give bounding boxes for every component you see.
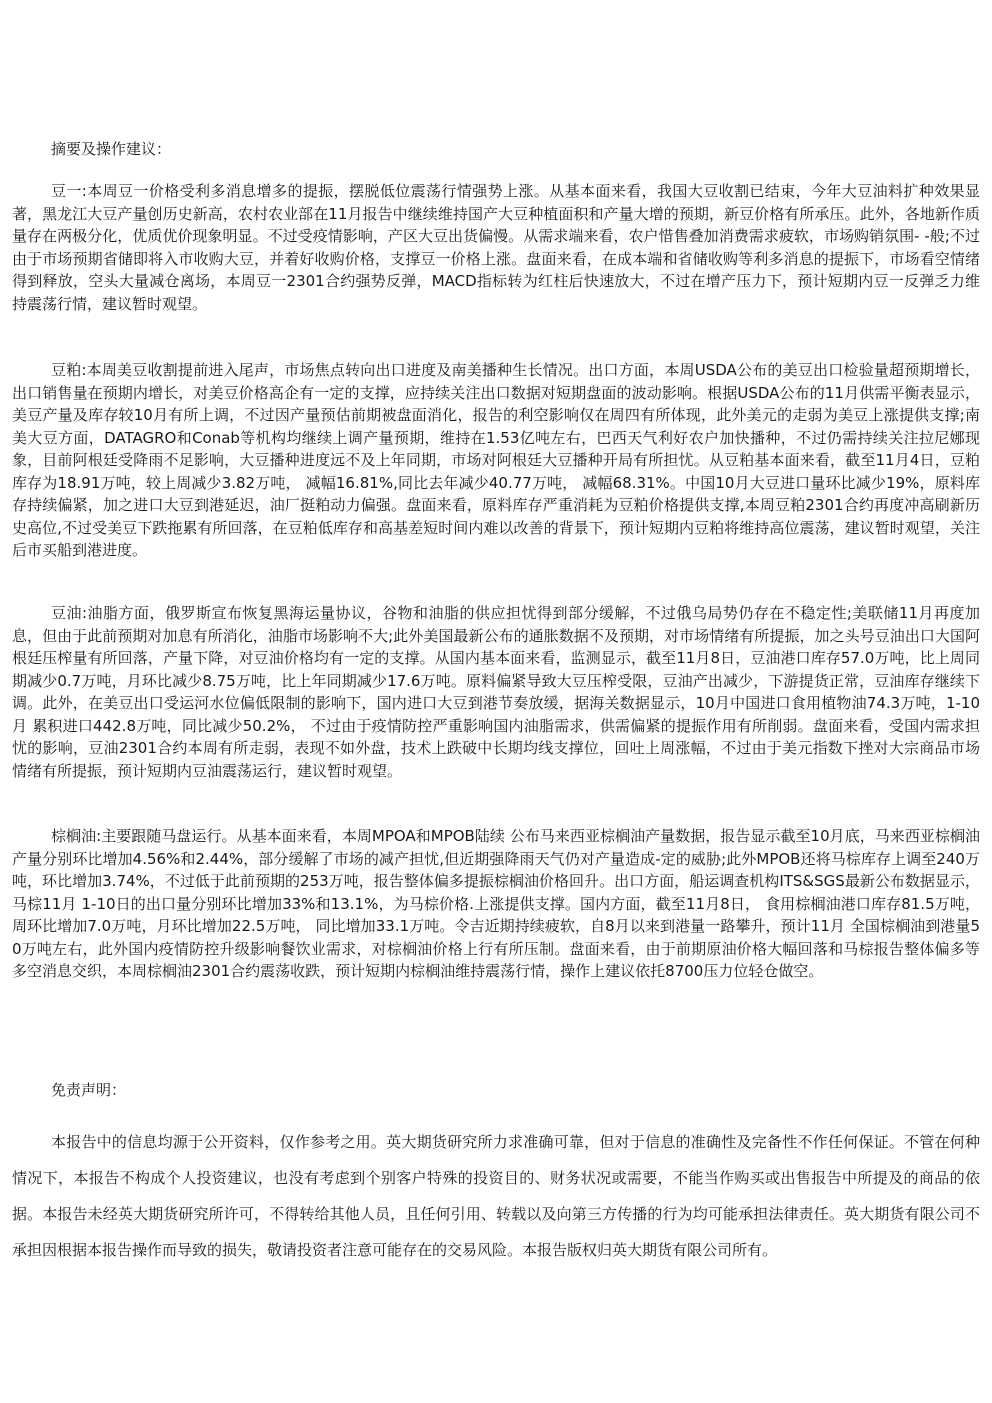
soybean-meal-paragraph: 豆粕:本周美豆收割提前进入尾声，市场焦点转向出口进度及南美播种生长情况。出口方面，本周USDA公布的美豆出口检验量超预期增长，出口销售量在预期内增长，对美豆价格高企有一定的支撑，应持续关注出口数据对短期盘面的波动影响。根据USDA公布的11月供需平衡表显示，美豆产量及库存较10月有所上调，不过因产量预估前期被盘面消化，报告的利空影响仅在周四有所体现，此外美元的走弱为美豆上涨提供支撑;南美大豆方面，DATAGRO和Conab等机构均继续上调产量预期，维持在1.53亿吨左右，巴西天气利好农户加快播种，不过仍需持续关注拉尼娜现象，目前阿根廷受降雨不足影响，大豆播种进度远不及上年同期，市场对阿根廷大豆播种开局有所担忧。从豆粕基本面来看，截至11月4日，豆粕库存为18.91万吨，较上周减少3.82万吨， 减幅16.81%,同比去年减少40.77万吨， 减幅68.31%。中国10月大豆进口量环比减少19%，原料库存持续偏紧，加之进口大豆到港延迟，油厂挺粕动力偏强。盘面来看，原料库存严重消耗为豆粕价格提供支撑,本周豆粕2301合约再度冲高刷新历史高位,不过受美豆下跌拖累有所回落，在豆粕低库存和高基差短时间内难以改善的背景下，预计短期内豆粕将维持高位震荡，建议暂时观望，关注后市买船到港进度。 [12, 361, 980, 559]
summary-heading: 摘要及操作建议： [51, 140, 172, 158]
disclaimer-text: 本报告中的信息均源于公开资料，仅作参考之用。英大期货研究所力求准确可靠，但对于信息的准确性及完备性不作任何保证。不管在何种情况下，本报告不构成个人投资建议，也没有考虑到个别客户特殊的投资目的、财务状况或需要，不能当作购买或出售报告中所提及的商品的依据。本报告未经英大期货研究所许可，不得转给其他人员，且任何引用、转载以及向第三方传播的行为均可能承担法律责任。英大期货有限公司不承担因根据本报告操作而导致的损失，敬请投资者注意可能存在的交易风险。本报告版权归英大期货有限公司所有。 [12, 1133, 980, 1259]
soybean-oil-paragraph: 豆油:油脂方面，俄罗斯宣布恢复黑海运量协议，谷物和油脂的供应担忧得到部分缓解，不过俄乌局势仍存在不稳定性;美联储11月再度加息，但由于此前预期对加息有所消化，油脂市场影响不大;此外美国最新公布的通胀数据不及预期，对市场情绪有所提振，加之头号豆油出口大国阿根廷压榨量有所回落，产量下降，对豆油价格均有一定的支撑。从国内基本面来看，监测显示，截至11月8日，豆油港口库存57.0万吨，比上周同期减少0.7万吨，月环比减少8.75万吨，比上年同期减少17.6万吨。原料偏紧导致大豆压榨受限，豆油产出减少，下游提货正常，豆油库存继续下调。此外，在美豆出口受运河水位偏低限制的影响下，国内进口大豆到港节奏放缓，据海关数据显示，10月中国进口食用植物油74.3万吨，1-10月 累积进口442.8万吨，同比减少50.2%， 不过由于疫情防控严重影响国内油脂需求，供需偏紧的提振作用有所削弱。盘面来看，受国内需求担忧的影响，豆油2301合约本周有所走弱，表现不如外盘，技术上跌破中长期均线支撑位，回吐上周涨幅，不过由于美元指数下挫对大宗商品市场情绪有所提振，预计短期内豆油震荡运行，建议暂时观望。 [12, 604, 980, 780]
palm-oil-paragraph: 棕榈油:主要跟随马盘运行。从基本面来看，本周MPOA和MPOB陆续 公布马来西亚棕榈油产量数据，报告显示截至10月底，马来西亚棕榈油产量分别环比增加4.56%和2.44%，部分缓解了市场的减产担忧,但近期强降雨天气仍对产量造成-定的威胁;此外MPOB还将马棕库存上调至240万吨，环比增加3.74%，不过低于此前预期的253万吨，报告整体偏多提振棕榈油价格回升。出口方面，船运调查机构ITS&SGS最新公布数据显示，马棕11月 1-10日的出口量分别环比增加33%和13.1%，为马棕价格.上涨提供支撑。国内方面，截至11月8日， 食用棕榈油港口库存81.5万吨，周环比增加7.0万吨，月环比增加22.5万吨， 同比增加33.1万吨。令吉近期持续疲软，自8月以来到港量一路攀升，预计11月 全国棕榈油到港量50万吨左右，此外国内疫情防控升级影响餐饮业需求，对棕榈油价格上行有所压制。盘面来看，由于前期原油价格大幅回落和马棕报告整体偏多等多空消息交织，本周棕榈油2301合约震荡收跌，预计短期内棕榈油维持震荡行情，操作上建议依托8700压力位轻仓做空。 [12, 827, 980, 980]
soybean-no1-paragraph: 豆一:本周豆一价格受利多消息增多的提振，摆脱低位震荡行情强势上涨。从基本面来看，我国大豆收割已结束，今年大豆油料扩种效果显著，黑龙江大豆产量创历史新高，农村农业部在11月报告中继续维持国产大豆种植面积和产量大增的预期，新豆价格有所承压。此外，各地新作质量存在两极分化，优质优价现象明显。不过受疫情影响，产区大豆出货偏慢。从需求端来看，农户惜售叠加消费需求疲软，市场购销氛围- -般;不过由于市场预期省储即将入市收购大豆，并着好收购价格，支撑豆一价格上涨。盘面来看，在成本端和省储收购等利多消息的提振下，市场看空情绪得到释放，空头大量减仓离场，本周豆一2301合约强势反弹，MACD指标转为红柱后快速放大，不过在增产压力下，预计短期内豆一反弹乏力维持震荡行情，建议暂时观望。 [12, 182, 980, 313]
disclaimer-heading: 免责声明： [51, 1081, 127, 1099]
